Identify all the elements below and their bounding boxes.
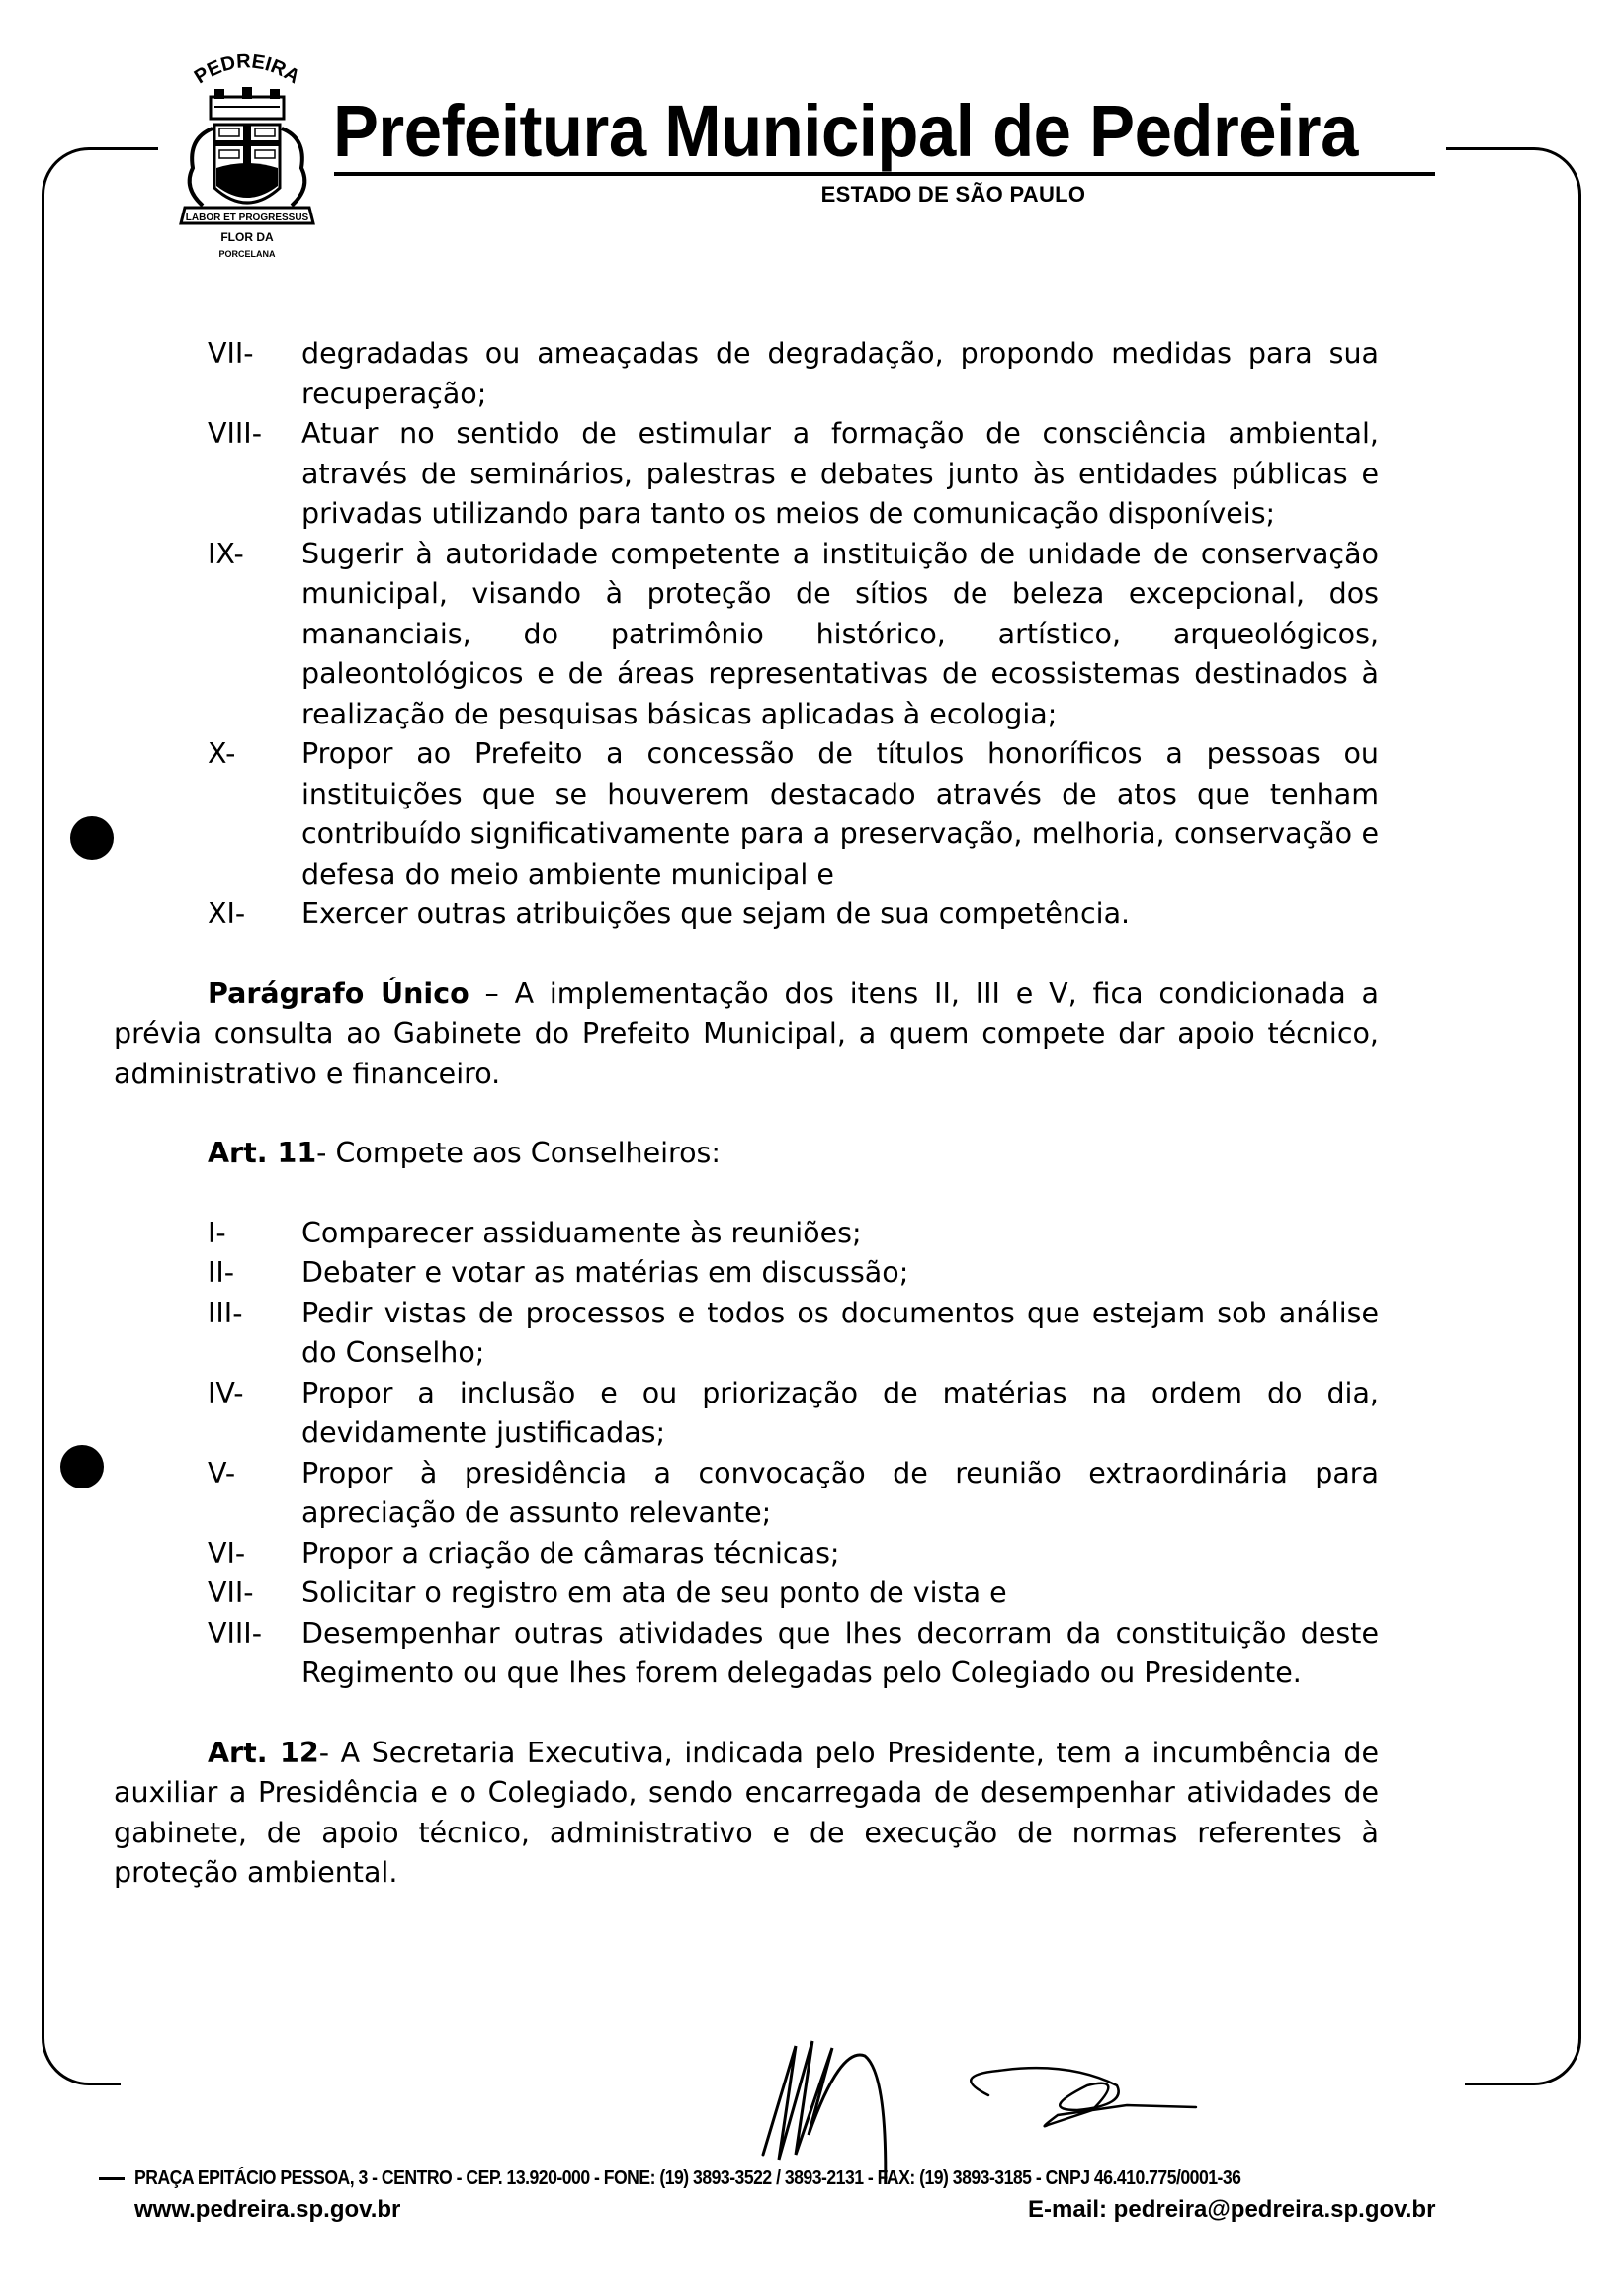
- item-number: III-: [208, 1296, 243, 1329]
- crest-top-text: PEDREIRA: [190, 50, 304, 89]
- article-12-label: Art. 12: [208, 1736, 319, 1769]
- article-11-text: - Compete aos Conselheiros:: [316, 1137, 721, 1169]
- punch-hole-bottom: [60, 1445, 104, 1488]
- item-number: VIII-: [208, 417, 262, 450]
- list-item: [208, 734, 1379, 894]
- list-item: [208, 1253, 1379, 1294]
- list-item: [208, 1534, 1379, 1574]
- item-number: II-: [208, 1256, 235, 1289]
- list-item: [208, 1454, 1379, 1534]
- item-number: V-: [208, 1456, 236, 1489]
- article-11-label: Art. 11: [208, 1137, 317, 1169]
- crest-bottom-line1: FLOR DA: [220, 230, 274, 244]
- item-text: Debater e votar as matérias em discussão;: [301, 1256, 909, 1289]
- paragrafo-unico: [114, 975, 1379, 1095]
- item-number: XI-: [208, 897, 246, 930]
- footer-rule: [99, 2177, 125, 2180]
- paragrafo-unico-text: – A implementação dos itens II, III e V, fica condicionada a prévia consulta ao Gabinete do Prefeito Municipal, a quem compete dar apoio técnico, administrativo e financeiro.: [114, 977, 1379, 1090]
- list-item: [208, 1294, 1379, 1374]
- page-title: Prefeitura Municipal de Pedreira: [333, 90, 1358, 172]
- item-text: Propor ao Prefeito a concessão de títulos honoríficos a pessoas ou instituições que se houverem destacado através de atos que tenham contribuído significativamente para a preservação, melhoria, conservação e defesa do meio ambiente municipal e: [301, 737, 1379, 891]
- item-number: IV-: [208, 1376, 244, 1409]
- list-item: [208, 334, 1379, 414]
- paragrafo-unico-label: Parágrafo Único: [208, 977, 469, 1010]
- handwritten-signature-icon: [751, 2016, 1245, 2184]
- list-item: [208, 414, 1379, 535]
- title-underline: [334, 172, 1435, 176]
- crest-motto: LABOR ET PROGRESSUS: [185, 213, 309, 223]
- article-11-heading: [114, 1134, 1379, 1174]
- item-number: VI-: [208, 1536, 246, 1570]
- item-text: Sugerir à autoridade competente a instituição de unidade de conservação municipal, visando à proteção de sítios de beleza excepcional, dos mananciais, do patrimônio histórico, artístico, arqueológicos, paleontológicos e de áreas representativas de ecossistemas destinados à realização de pesquisas básicas aplicadas à ecologia;: [301, 537, 1379, 730]
- page-subtitle: [0, 182, 1620, 208]
- svg-text:PEDREIRA: [191, 50, 303, 88]
- list-item: [208, 1214, 1379, 1254]
- item-text: Exercer outras atribuições que sejam de sua competência.: [301, 897, 1131, 930]
- list-item: [208, 1614, 1379, 1694]
- list-item: [208, 1374, 1379, 1454]
- item-number: X-: [208, 737, 236, 770]
- footer-website-link[interactable]: www.pedreira.sp.gov.br: [134, 2196, 401, 2223]
- item-number: VII-: [208, 1576, 254, 1609]
- footer-address: PRAÇA EPITÁCIO PESSOA, 3 - CENTRO - CEP. 13.920-000 - FONE: (19) 3893-3522 / 3893-2131 - FAX: (19) 3893-3185 - CNPJ 46.410.775/0001-36: [134, 2167, 1241, 2189]
- coat-of-arms-icon: [163, 40, 331, 262]
- item-text: Propor a inclusão e ou priorização de matérias na ordem do dia, devidamente justificadas;: [301, 1376, 1379, 1449]
- item-text: Propor à presidência a convocação de reunião extraordinária para apreciação de assunto relevante;: [301, 1456, 1379, 1529]
- item-number: VIII-: [208, 1616, 262, 1650]
- article-12: [114, 1734, 1379, 1894]
- item-text: degradadas ou ameaçadas de degradação, propondo medidas para sua recuperação;: [301, 337, 1379, 410]
- item-number: I-: [208, 1216, 226, 1249]
- item-text: Comparecer assiduamente às reuniões;: [301, 1216, 862, 1249]
- item-number: IX-: [208, 537, 244, 570]
- document-body: [114, 334, 1379, 1894]
- article-12-text: - A Secretaria Executiva, indicada pelo Presidente, tem a incumbência de auxiliar a Presidência e o Colegiado, sendo encarregada de desempenhar atividades de gabinete, de apoio técnico, administrativo e de execução de normas referentes à proteção ambiental.: [114, 1736, 1379, 1889]
- list-item: [208, 894, 1379, 935]
- item-text: Solicitar o registro em ata de seu ponto de vista e: [301, 1576, 1007, 1609]
- crest-bottom-line2: PORCELANA: [218, 249, 276, 259]
- list-item: [208, 1573, 1379, 1614]
- item-number: VII-: [208, 337, 254, 370]
- list-item: [208, 535, 1379, 735]
- item-text: Propor a criação de câmaras técnicas;: [301, 1536, 840, 1570]
- punch-hole-top: [70, 816, 114, 860]
- item-text: Atuar no sentido de estimular a formação de consciência ambiental, através de seminários, palestras e debates junto às entidades públicas e privadas utilizando para tanto os meios de comunicação disponíveis;: [301, 417, 1379, 530]
- state-label: ESTADO DE SÃO PAULO: [820, 182, 1086, 207]
- item-text: Desempenhar outras atividades que lhes decorram da constituição deste Regimento ou que lhes forem delegadas pelo Colegiado ou Presidente.: [301, 1616, 1379, 1689]
- footer-email-link[interactable]: E-mail: pedreira@pedreira.sp.gov.br: [1028, 2196, 1436, 2223]
- item-text: Pedir vistas de processos e todos os documentos que estejam sob análise do Conselho;: [301, 1296, 1379, 1369]
